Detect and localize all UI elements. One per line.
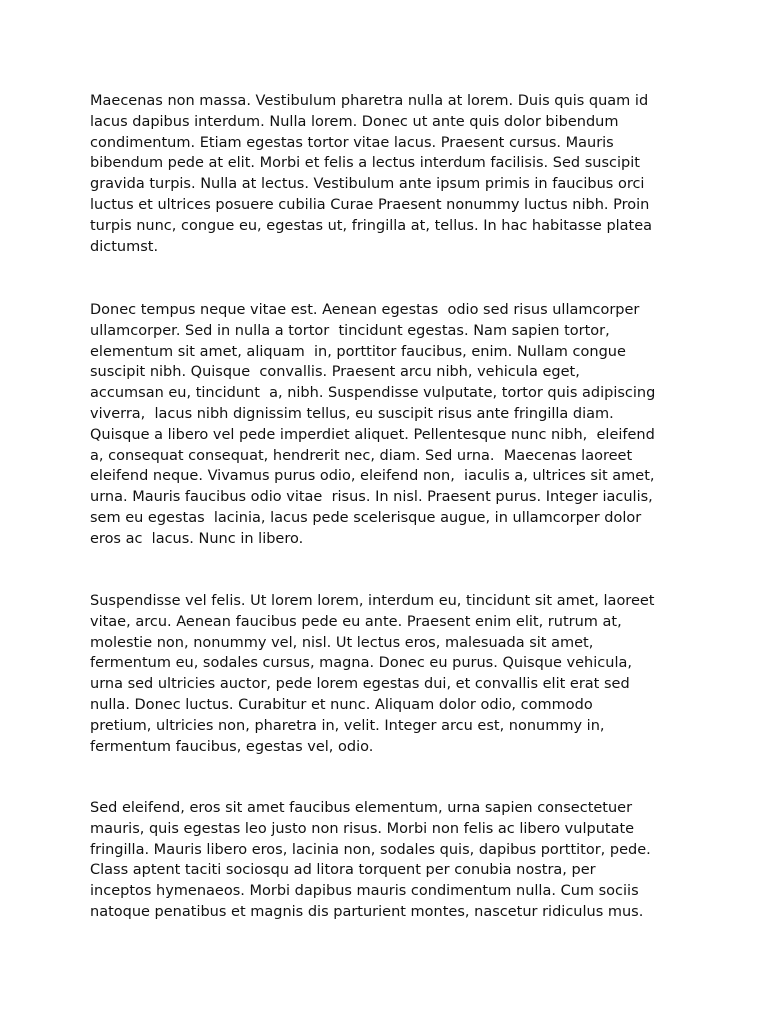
text-line: lacus dapibus interdum. Nulla lorem. Donec ut ante quis dolor bibendum <box>90 113 619 130</box>
text-line: Sed eleifend, eros sit amet faucibus elementum, urna sapien consectetuer <box>90 800 633 816</box>
text-line: mauris, quis egestas leo justo non risus. Morbi non felis ac libero vulputate <box>90 820 635 837</box>
text-line: Donec tempus neque vitae est. Aenean egestas odio sed risus ullamcorper <box>90 302 640 318</box>
text-line: eros ac lacus. Nunc in libero. <box>90 530 304 547</box>
text-line: ullamcorper. Sed in nulla a tortor tincidunt egestas. Nam sapien tortor, <box>90 322 610 339</box>
text-line: eleifend neque. Vivamus purus odio, eleifend non, iaculis a, ultrices sit amet, <box>90 468 655 485</box>
text-line: viverra, lacus nibh dignissim tellus, eu suscipit risus ante fringilla diam. <box>90 405 614 422</box>
text-line: turpis nunc, congue eu, egestas ut, fringilla at, tellus. In hac habitasse platea <box>90 217 653 234</box>
text-line: fringilla. Mauris libero eros, lacinia non, sodales quis, dapibus porttitor, pede. <box>90 841 651 858</box>
text-line: sem eu egestas lacinia, lacus pede scelerisque augue, in ullamcorper dolor <box>90 509 642 526</box>
text-line: Maecenas non massa. Vestibulum pharetra nulla at lorem. Duis quis quam id <box>90 93 649 109</box>
text-line: a, consequat consequat, hendrerit nec, diam. Sed urna. Maecenas laoreet <box>90 447 633 464</box>
text-line: fermentum faucibus, egestas vel, odio. <box>90 738 374 755</box>
text-line: gravida turpis. Nulla at lectus. Vestibulum ante ipsum primis in faucibus orci <box>90 176 645 193</box>
text-line: condimentum. Etiam egestas tortor vitae lacus. Praesent cursus. Mauris <box>90 134 614 151</box>
text-line: bibendum pede at elit. Morbi et felis a lectus interdum facilisis. Sed suscipit <box>90 155 640 172</box>
text-line: inceptos hymenaeos. Morbi dapibus mauris condimentum nulla. Cum sociis <box>90 883 639 900</box>
text-line: urna. Mauris faucibus odio vitae risus. In nisl. Praesent purus. Integer iaculis, <box>90 489 653 506</box>
text-line: vitae, arcu. Aenean faucibus pede eu ante. Praesent enim elit, rutrum at, <box>90 613 622 630</box>
text-line: Quisque a libero vel pede imperdiet aliquet. Pellentesque nunc nibh, eleifend <box>90 426 655 443</box>
text-line: Class aptent taciti sociosqu ad litora torquent per conubia nostra, per <box>90 862 596 879</box>
text-line: fermentum eu, sodales cursus, magna. Donec eu purus. Quisque vehicula, <box>90 655 632 672</box>
paragraph-2 <box>90 300 690 550</box>
paragraph-3 <box>90 591 690 757</box>
text-line: luctus et ultrices posuere cubilia Curae Praesent nonummy luctus nibh. Proin <box>90 196 650 213</box>
text-line: natoque penatibus et magnis dis parturient montes, nascetur ridiculus mus. <box>90 903 644 920</box>
text-line: accumsan eu, tincidunt a, nibh. Suspendisse vulputate, tortor quis adipiscing <box>90 385 656 402</box>
text-line: dictumst. <box>90 238 159 255</box>
text-line: suscipit nibh. Quisque convallis. Praesent arcu nibh, vehicula eget, <box>90 364 580 381</box>
text-line: pretium, ultricies non, pharetra in, velit. Integer arcu est, nonummy in, <box>90 717 605 734</box>
paragraph-1 <box>90 91 690 257</box>
text-line: urna sed ultricies auctor, pede lorem egestas dui, et convallis elit erat sed <box>90 676 630 693</box>
text-line: nulla. Donec luctus. Curabitur et nunc. Aliquam dolor odio, commodo <box>90 696 593 713</box>
paragraph-4 <box>90 798 690 923</box>
text-line: Suspendisse vel felis. Ut lorem lorem, interdum eu, tincidunt sit amet, laoreet <box>90 593 655 609</box>
text-line: molestie non, nonummy vel, nisl. Ut lectus eros, malesuada sit amet, <box>90 634 594 651</box>
text-line: elementum sit amet, aliquam in, porttitor faucibus, enim. Nullam congue <box>90 343 626 360</box>
